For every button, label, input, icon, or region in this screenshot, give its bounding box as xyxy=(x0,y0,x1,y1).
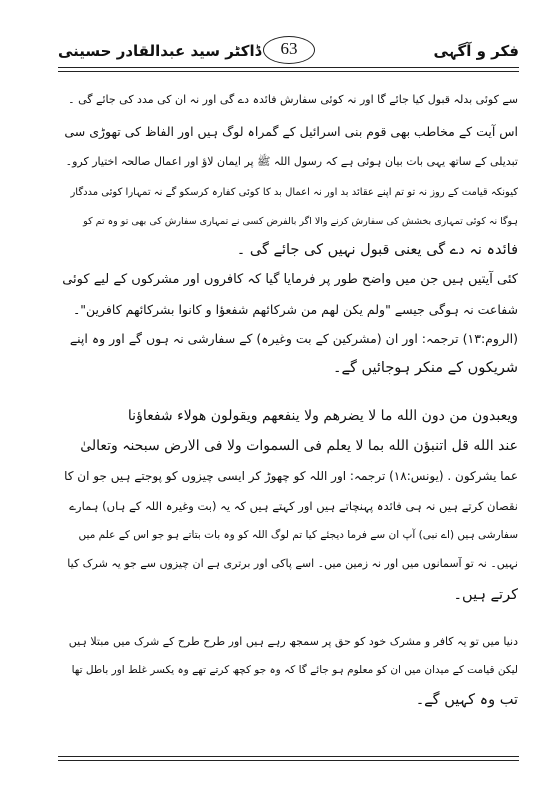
text-line: (الروم:۱۳) ترجمہ: اور ان (مشرکین کے بت وغیرہ) کے سفارشی نہ ہوں گے اور وہ اپنے xyxy=(69,331,518,346)
text-line: ہوگا نہ کوئی تمہاری بخشش کی سفارش کرنے والا اگر بالفرض کسی نے تمہاری سفارش کی بھی تو وہ تم کو xyxy=(83,216,518,227)
text-line: عما یشرکون . (یونس:۱۸) ترجمہ: اور اللہ کو چھوڑ کر ایسی چیزوں کو پوجتے ہیں جو ان کا xyxy=(64,469,518,483)
text-line: کیونکہ قیامت کے روز نہ تو تم اپنے عقائد بد اور نہ اعمال بد کا کوئی کفارہ کرسکو گے نہ تمہارا کوئی مددگار xyxy=(70,187,518,198)
text-line: سے کوئی بدلہ قبول کیا جائے گا اور نہ کوئی سفارش فائدہ دے گی اور نہ ان کی مدد کی جائے گی ۔ xyxy=(68,93,518,106)
footer-rule-bottom xyxy=(58,760,519,761)
text-line: لیکن قیامت کے میدان میں ان کو معلوم ہو جائے گا کہ وہ جو کچھ کرتے تھے وہ یکسر غلط اور باطل تھا xyxy=(71,664,518,676)
text-line: اس آیت کے مخاطب بھی قوم بنی اسرائیل کے گمراہ لوگ ہیں اور الفاظ کی تھوڑی سی xyxy=(64,124,518,139)
page-number: 63 xyxy=(280,39,298,58)
text-line: شفاعت نہ ہوگی جیسے "ولم یکن لھم من شرکائھم شفعؤا و کانوا بشرکائھم کافرین"۔ xyxy=(72,302,518,317)
quran-line: عند الله قل اتنبؤن الله بما لا یعلم فی السموات ولا فی الارض سبحنہ وتعالیٰ xyxy=(80,438,518,454)
text-line: سفارشی ہیں (اے نبی) آپ ان سے فرما دیجئے کیا تم لوگ اللہ کو وہ بات بتاتے ہو جو اس کے علم میں xyxy=(78,529,518,541)
page-header xyxy=(58,36,519,76)
page-number-badge xyxy=(263,36,315,64)
text-line: نقصان کرتے ہیں نہ ہی فائدہ پہنچاتے ہیں اور کہتے ہیں کہ یہ (بت وغیرہ اللہ کے ہاں) ہمارے xyxy=(69,499,518,513)
footer-rule-top xyxy=(58,756,519,757)
text-line: فائدہ نہ دے گی یعنی قبول نہیں کی جائے گی ۔ xyxy=(236,242,518,258)
text-line: نہیں۔ نہ تو آسمانوں میں اور نہ زمین میں۔ اسے پاکی اور برتری ہے ان چیزوں سے جو یہ شرک کیا xyxy=(67,557,518,570)
header-rule-top xyxy=(58,67,519,68)
author-name: ڈاکٹر سید عبدالقادر حسینی xyxy=(58,42,262,60)
quran-line: ویعبدون من دون الله ما لا یضرھم ولا ینفعھم ویقولون ھولاء شفعاؤنا xyxy=(127,408,518,424)
book-title: فکر و آگہی xyxy=(433,42,519,60)
text-line: تب وہ کہیں گے۔ xyxy=(415,692,518,708)
header-rule-bottom xyxy=(58,71,519,72)
text-line: تبدیلی کے ساتھ یہی بات بیان ہوئی ہے کہ رسول اللہ ﷺ پر ایمان لاؤ اور اعمال صالحہ اختیار کرو۔ xyxy=(65,155,518,168)
text-line: دنیا میں تو یہ کافر و مشرک خود کو حق پر سمجھ رہے ہیں اور طرح طرح کے شرک میں مبتلا ہیں xyxy=(68,635,518,648)
text-line: شریکوں کے منکر ہوجائیں گے۔ xyxy=(332,360,518,376)
text-line: کئی آیتیں ہیں جن میں واضح طور پر فرمایا گیا کہ کافروں اور مشرکوں کے لیے کوئی xyxy=(62,272,518,287)
text-line: کرتے ہیں۔ xyxy=(453,587,518,603)
